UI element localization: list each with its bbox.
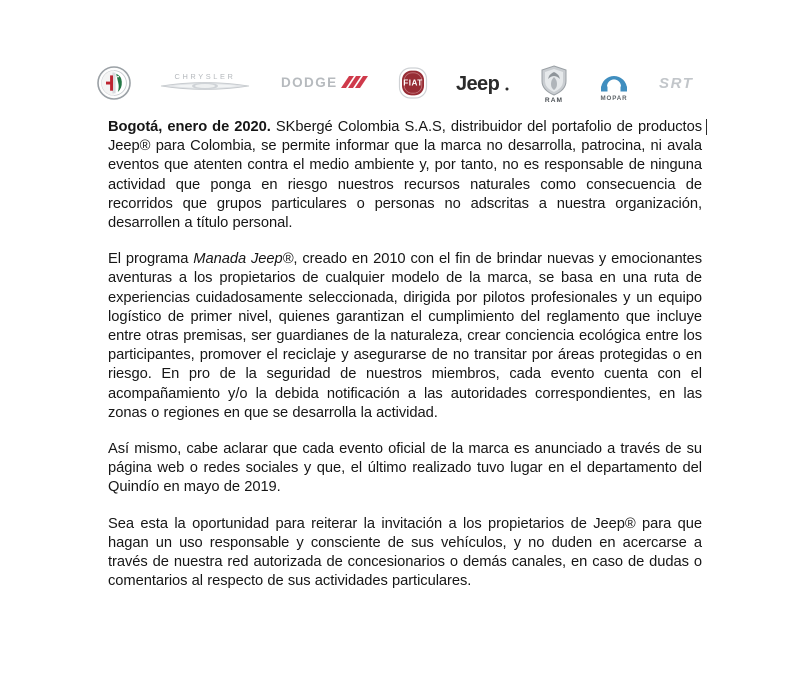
svg-text:SRT: SRT [658,75,694,92]
paragraph-3: Así mismo, cabe aclarar que cada evento oficial de la marca es anunciado a través de su página web o redes sociales y que, el último realizado tuvo lugar en el departamento del Quindío en mayo de 2019. [108,441,702,496]
text-cursor [706,119,707,135]
fiat-logo [397,62,429,104]
svg-text:FIAT: FIAT [402,78,423,88]
dodge-logo [279,62,371,104]
svg-text:MOPAR: MOPAR [599,95,628,102]
paragraph-4: Sea esta la oportunidad para reiterar la invitación a los propietarios de Jeep® para que hagan un uso responsable y consciente de sus vehículos, y no duden en acercarse a través de nuestra red autorizada de concesionarios o demás canales, en caso de dudas o comentarios al respecto de sus actividades particulares. [108,515,702,590]
chrysler-logo [157,62,253,104]
mopar-logo [597,62,631,104]
svg-text:CHRYSLER: CHRYSLER [174,72,235,81]
alfa-romeo-logo [97,62,131,104]
svg-text:RAM: RAM [544,97,563,103]
paragraph-1-text: SKbergé Colombia S.A.S, distribuidor del portafolio de productos Jeep® para Colombia, se permite informar que la marca no desarrolla, patrocina, ni avala eventos que atenten contra el medio ambiente y, por tanto, no es responsable de ninguna actividad que ponga en riesgo nuestros recursos naturales como consecuencia de recorridos que grupos particulares o personas no adscritas a nuestra organización, desarrollen a título personal. [108,119,702,232]
letter-body [108,118,702,591]
paragraph-2-lead: El programa [108,251,194,268]
jeep-logo [455,62,511,104]
srt-logo [657,62,711,104]
svg-text:DODGE: DODGE [280,75,338,90]
svg-text:Jeep: Jeep [455,73,499,95]
dateline: Bogotá, enero de 2020. [108,119,271,135]
ram-logo [537,62,571,104]
paragraph-2-text: , creado en 2010 con el fin de brindar nuevas y emocionantes aventuras a los propietarios de cualquier modelo de la marca, se basa en una ruta de experiencias cuidadosamente seleccionada, dirigida por pilotos profesionales y un equipo logístico de primer nivel, quienes garantizan el cumplimiento del reglamento que incluye entre otras premisas, ser guardianes de la naturaleza, crear conciencia ecológica entre los participantes, promover el reciclaje y asegurarse de no transitar por áreas protegidas o en riesgo. En pro de la seguridad de nuestros miembros, cada evento cuenta con el acompañamiento y/o la debida notificación a las autoridades correspondientes, en las zonas o regiones en que se desarrolla la actividad. [108,251,703,421]
paragraph-1 [108,118,702,233]
program-name: Manada Jeep® [193,251,294,268]
paragraph-2 [108,250,702,423]
brand-logo-strip [0,60,807,106]
